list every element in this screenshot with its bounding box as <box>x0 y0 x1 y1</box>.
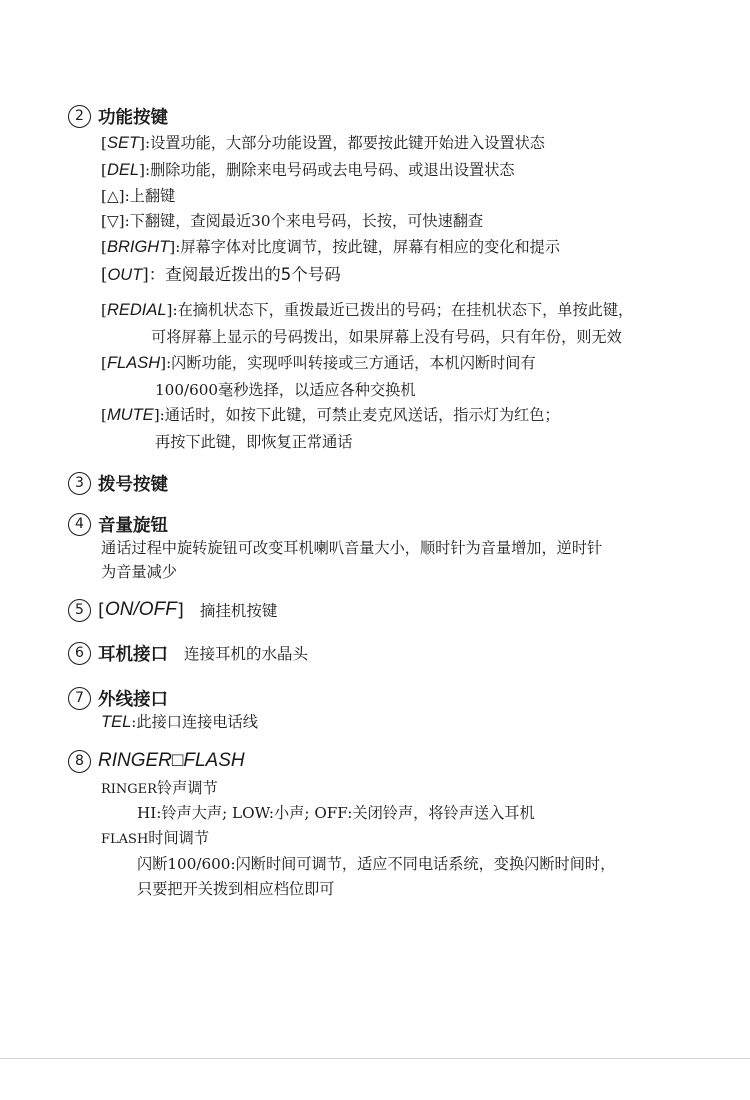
section-number-badge: 3 <box>68 472 91 495</box>
key-desc: :闪断功能，实现呼叫转接或三方通话，本机闪断时间有 <box>166 354 536 372</box>
key-item-set: [SET]:设置功能，大部分功能设置，都要按此键开始进入设置状态 <box>101 134 545 152</box>
up-triangle-icon: △ <box>106 187 119 205</box>
section-subtitle: 摘挂机按键 <box>199 602 278 620</box>
key-label: REDIAL <box>106 301 167 319</box>
key-desc: :上翻键 <box>124 187 176 205</box>
section-headset-jack <box>68 640 728 666</box>
key-item-out: [OUT]：查阅最近拨出的5个号码 <box>101 265 341 284</box>
section-heading: 5 [ ON/OFF ] 摘挂机按键 <box>68 597 728 623</box>
section-body-line: 通话过程中旋转旋钮可改变耳机喇叭音量大小，顺时针为音量增加，逆时针 <box>101 539 603 557</box>
key-desc-continued: 100/600毫秒选择，以适应各种交换机 <box>155 381 416 399</box>
ringer-options-line: HI:铃声大声; LOW:小声; OFF:关闭铃声，将铃声送入耳机 <box>137 804 535 822</box>
section-number-badge: 7 <box>68 687 91 710</box>
section-heading <box>68 511 728 537</box>
key-desc: :通话时，如按下此键，可禁止麦克风送话，指示灯为红色； <box>159 406 560 424</box>
key-label: DEL <box>106 161 140 179</box>
section-heading <box>68 640 728 666</box>
key-label: SET <box>106 134 140 152</box>
key-desc: :删除功能，删除来电号码或去电号码、或退出设置状态 <box>144 161 515 179</box>
ringer-subheading-en: RINGER <box>101 782 157 797</box>
ringer-subheading <box>101 778 218 800</box>
key-desc: :设置功能，大部分功能设置，都要按此键开始进入设置状态 <box>144 134 545 152</box>
section-number-badge: 2 <box>68 105 91 128</box>
section-subtitle: 连接耳机的水晶头 <box>184 645 309 663</box>
flash-subheading-en: FLASH <box>101 832 149 847</box>
flash-desc-line: 只要把开关拨到相应档位即可 <box>137 880 335 898</box>
section-title: 功能按键 <box>98 107 168 128</box>
section-title: 音量旋钮 <box>98 515 168 536</box>
section-heading <box>68 685 728 711</box>
section-onoff-key <box>68 597 728 623</box>
section-title: 耳机接口 <box>98 644 168 665</box>
key-desc: :屏幕字体对比度调节，按此键，屏幕有相应的变化和提示 <box>175 238 561 256</box>
key-desc: :下翻键，查阅最近30个来电号码，长按，可快速翻查 <box>124 212 484 230</box>
section-title: 外线接口 <box>98 689 168 710</box>
section-title: 拨号按键 <box>98 474 168 495</box>
section-number-badge: 8 <box>68 750 91 773</box>
key-label: OUT <box>107 266 143 284</box>
section-number-badge: 5 <box>68 599 91 622</box>
key-item-up: [△]:上翻键 <box>101 187 176 205</box>
key-desc: ：查阅最近拨出的5个号码 <box>148 265 341 284</box>
key-label: MUTE <box>106 406 154 424</box>
ringer-subheading-cn: 铃声调节 <box>156 779 218 797</box>
key-item-mute: [MUTE]:通话时，如按下此键，可禁止麦克风送话，指示灯为红色； <box>101 406 560 424</box>
key-item-down: [▽]:下翻键，查阅最近30个来电号码，长按，可快速翻查 <box>101 212 484 230</box>
section-heading <box>68 103 728 129</box>
line-jack-desc <box>101 712 258 732</box>
key-desc: :此接口连接电话线 <box>131 713 258 731</box>
section-function-keys <box>68 103 728 129</box>
section-heading <box>68 470 728 496</box>
section-volume-knob <box>68 511 728 537</box>
key-item-del: [DEL]:删除功能，删除来电号码或去电号码、或退出设置状态 <box>101 161 515 179</box>
key-label: BRIGHT <box>106 238 170 256</box>
key-item-bright: [BRIGHT]:屏幕字体对比度调节，按此键，屏幕有相应的变化和提示 <box>101 238 561 256</box>
key-desc-continued: 再按下此键，即恢复正常通话 <box>155 433 353 451</box>
key-desc: :在摘机状态下，重拨最近已拨出的号码；在挂机状态下，单按此键， <box>172 301 634 319</box>
flash-subheading <box>101 828 209 850</box>
key-label: FLASH <box>106 354 161 372</box>
flash-desc-line: 闪断100/600:闪断时间可调节，适应不同电话系统，变换闪断时间时， <box>137 855 616 873</box>
section-line-jack <box>68 685 728 711</box>
bottom-divider <box>0 1058 750 1059</box>
section-number-badge: 4 <box>68 513 91 536</box>
key-desc-continued: 可将屏幕上显示的号码拨出，如果屏幕上没有号码，只有年份，则无效 <box>151 328 622 346</box>
section-heading <box>68 748 728 774</box>
section-dial-keys <box>68 470 728 496</box>
key-item-flash: [FLASH]:闪断功能，实现呼叫转接或三方通话，本机闪断时间有 <box>101 354 536 372</box>
flash-subheading-cn: 时间调节 <box>148 829 210 847</box>
key-item-redial: [REDIAL]:在摘机状态下，重拨最近已拨出的号码；在挂机状态下，单按此键， <box>101 301 634 319</box>
section-number-badge: 6 <box>68 642 91 665</box>
section-body-line: 为音量减少 <box>101 563 177 581</box>
down-triangle-icon: ▽ <box>106 212 119 230</box>
section-ringer-flash <box>68 748 728 774</box>
key-label: TEL <box>101 713 132 731</box>
section-key-label: ON/OFF <box>105 599 177 620</box>
section-title: RINGER□FLASH <box>98 750 245 771</box>
